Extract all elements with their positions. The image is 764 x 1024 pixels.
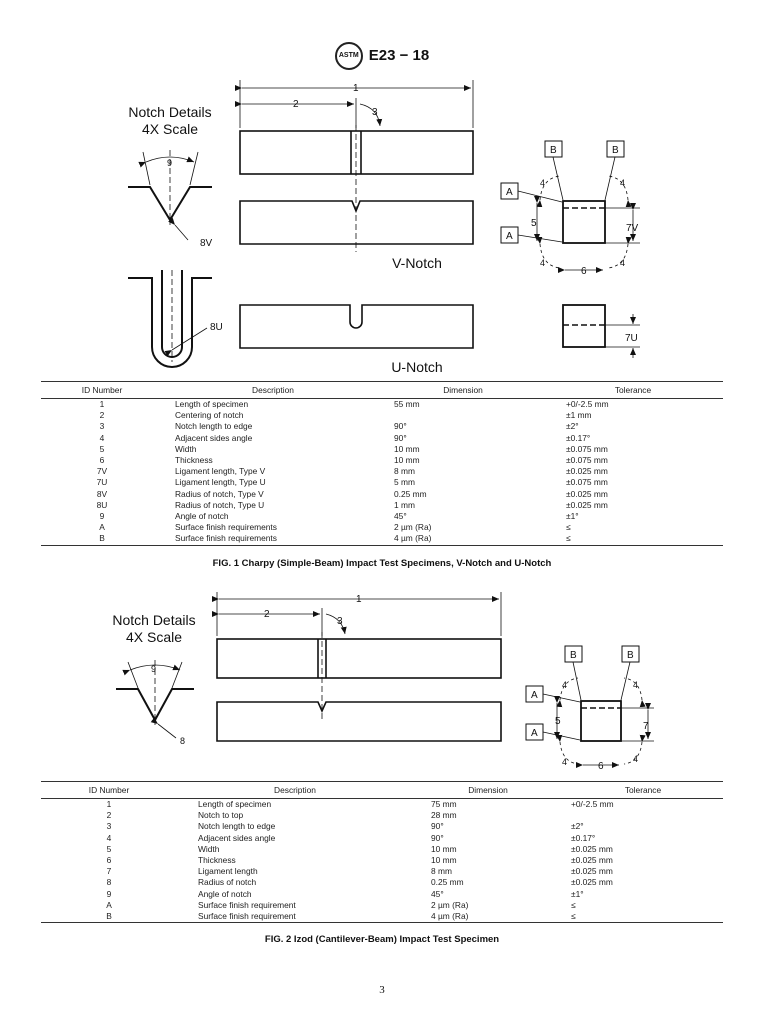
- cell-id: 3: [106, 821, 112, 832]
- designation: E23 − 18: [368, 46, 430, 64]
- cell-tolerance: ≤: [571, 899, 576, 910]
- cell-tolerance: ±0.17°: [571, 832, 596, 843]
- cell-description: Thickness: [198, 855, 236, 866]
- fig1-caption: FIG. 1 Charpy (Simple-Beam) Impact Test Specimens, V-Notch and U-Notch: [212, 558, 552, 569]
- cell-tolerance: ±0.025 mm: [566, 499, 608, 510]
- cell-tolerance: ±1°: [571, 888, 584, 899]
- cell-dimension: 0.25 mm: [394, 488, 427, 499]
- cell-id: 9: [106, 888, 112, 899]
- fig2-table: [41, 781, 723, 923]
- cell-dimension: 90°: [431, 832, 444, 843]
- cell-dimension: 4 µm (Ra): [413, 911, 563, 923]
- cell-tolerance: ±0.075 mm: [566, 477, 608, 488]
- fig1-specimen-v-notch: [240, 201, 473, 244]
- cell-id: 5: [106, 843, 112, 854]
- cell-description: Length of specimen: [175, 399, 249, 409]
- cell-id: 9: [99, 511, 105, 522]
- fig1-label-2: 2: [293, 99, 299, 110]
- page-number: 3: [379, 984, 385, 996]
- fig1-table: [41, 381, 723, 546]
- cell-description: Notch length to edge: [198, 821, 276, 832]
- fig2-label-6: 6: [598, 761, 604, 772]
- fig2-label-1: 1: [356, 594, 362, 605]
- table-row: [41, 433, 723, 444]
- fig2-label-7: 7: [643, 721, 649, 732]
- fig1-table-header: [41, 382, 723, 399]
- fig2-label-5: 5: [555, 716, 561, 727]
- fig1-drawing: [0, 70, 764, 380]
- fig1-label-4b: 4: [620, 178, 626, 188]
- cell-dimension: 75 mm: [431, 799, 457, 809]
- cell-dimension: 2 µm (Ra): [431, 899, 469, 910]
- fig1-label-6: 6: [581, 266, 587, 277]
- fig1-label-3: 3: [372, 107, 378, 118]
- col-description: Description: [163, 382, 383, 399]
- table-row: [41, 889, 723, 900]
- cell-id: 4: [99, 432, 105, 443]
- cell-id: 8U: [96, 499, 108, 510]
- cell-tolerance: [563, 810, 723, 821]
- cell-dimension: 8 mm: [431, 866, 452, 877]
- fig2-label-8: 8: [180, 736, 186, 746]
- cell-dimension: 45°: [431, 888, 444, 899]
- cell-description: Notch to top: [198, 810, 244, 821]
- cell-dimension: 8 mm: [394, 466, 415, 477]
- cell-tolerance: ±0.075 mm: [566, 455, 608, 466]
- col-tolerance: Tolerance: [563, 782, 723, 799]
- cell-id: B: [41, 533, 163, 545]
- table-row: [41, 866, 723, 877]
- fig1-label-4c: 4: [540, 258, 546, 268]
- cell-description: Adjacent sides angle: [175, 432, 253, 443]
- table-row: [41, 810, 723, 821]
- cell-dimension: [383, 410, 543, 421]
- cell-tolerance: ±0.025 mm: [566, 466, 608, 477]
- cell-tolerance: ≤: [543, 533, 723, 545]
- cell-tolerance: ±2°: [566, 421, 579, 432]
- cell-id: 3: [99, 421, 105, 432]
- fig2-specimen-top-view: [217, 639, 501, 678]
- table-row: [41, 477, 723, 488]
- table-row: [41, 455, 723, 466]
- fig1-specimen-top-view: [240, 131, 473, 174]
- cell-tolerance: +0/-2.5 mm: [566, 399, 609, 409]
- fig1-label-a2: A: [506, 231, 513, 242]
- fig2-label-4d: 4: [633, 754, 639, 764]
- table-row: [41, 833, 723, 844]
- cell-description: Angle of notch: [175, 511, 229, 522]
- fig1-label-4d: 4: [620, 258, 626, 268]
- cell-description: Radius of notch, Type U: [175, 499, 265, 510]
- cell-dimension: 1 mm: [394, 499, 415, 510]
- cell-id: 7: [106, 866, 112, 877]
- fig1-specimen-u-notch: [240, 305, 473, 348]
- cell-tolerance: ≤: [563, 911, 723, 923]
- fig2-drawing: [0, 588, 764, 780]
- cell-dimension: 5 mm: [394, 477, 415, 488]
- cell-tolerance: ≤: [566, 522, 571, 533]
- cell-dimension: 45°: [394, 511, 407, 522]
- fig1-label-8u: 8U: [210, 322, 223, 333]
- cell-tolerance: ±0.17°: [566, 432, 591, 443]
- cell-description: Surface finish requirement: [198, 899, 296, 910]
- document-header: [0, 42, 764, 70]
- cell-description: Width: [175, 443, 197, 454]
- fig1-u-notch-label: U-Notch: [391, 359, 443, 375]
- fig2-label-b2: B: [627, 650, 634, 661]
- cell-description: Adjacent sides angle: [198, 832, 276, 843]
- fig2-caption: FIG. 2 Izod (Cantilever-Beam) Impact Test Specimen: [264, 934, 500, 945]
- cell-dimension: 4 µm (Ra): [383, 533, 543, 545]
- cell-dimension: 10 mm: [431, 843, 457, 854]
- cell-id: 8V: [96, 488, 108, 499]
- cell-description: Ligament length: [198, 866, 258, 877]
- cell-id: B: [41, 911, 177, 923]
- cell-id: 1: [106, 799, 112, 809]
- fig2-table-header: [41, 782, 723, 799]
- fig2-specimen-side-view: [217, 702, 501, 741]
- cell-dimension: 10 mm: [394, 443, 420, 454]
- table-row: [41, 466, 723, 477]
- cell-tolerance: ±0.075 mm: [566, 443, 608, 454]
- cell-dimension: 28 mm: [431, 810, 457, 821]
- table-row: [41, 877, 723, 888]
- fig1-label-9: 9: [167, 158, 173, 168]
- fig2-label-a2: A: [531, 728, 538, 739]
- cell-dimension: 90°: [394, 421, 407, 432]
- col-dimension: Dimension: [383, 382, 543, 399]
- cell-tolerance: ±0.025 mm: [566, 488, 608, 499]
- cell-description: Length of specimen: [198, 799, 272, 809]
- cell-dimension: 10 mm: [394, 455, 420, 466]
- fig1-label-b2: B: [612, 145, 619, 156]
- cell-description: Thickness: [175, 455, 213, 466]
- cell-id: 2: [99, 410, 105, 421]
- fig2-notch-title: Notch Details: [112, 612, 196, 628]
- table-row: [41, 911, 723, 923]
- cell-description: Centering of notch: [175, 410, 244, 421]
- cell-id: 4: [106, 832, 112, 843]
- cell-description: Ligament length, Type U: [175, 477, 266, 488]
- table-row: [41, 489, 723, 500]
- fig1-cross-section-u: [563, 305, 605, 347]
- cell-id: 8: [106, 877, 112, 888]
- fig1-label-8v: 8V: [200, 238, 213, 249]
- cell-dimension: 90°: [431, 821, 444, 832]
- table-row: [41, 821, 723, 832]
- cell-id: 7V: [96, 466, 108, 477]
- cell-dimension: 90°: [394, 432, 407, 443]
- cell-tolerance: ±1 mm: [566, 410, 592, 421]
- fig2-label-4a: 4: [562, 680, 568, 690]
- fig1-label-5: 5: [531, 218, 537, 229]
- cell-description: Radius of notch: [198, 877, 257, 888]
- cell-description: Angle of notch: [198, 888, 252, 899]
- fig2-label-4c: 4: [562, 757, 568, 767]
- cell-tolerance: ±0.025 mm: [571, 855, 613, 866]
- fig1-label-b1: B: [550, 145, 557, 156]
- astm-logo: ASTM: [335, 42, 363, 70]
- cell-dimension: 0.25 mm: [431, 877, 464, 888]
- cell-tolerance: ±0.025 mm: [571, 877, 613, 888]
- fig1-v-notch-label: V-Notch: [392, 255, 442, 271]
- cell-id: 7U: [96, 477, 108, 488]
- cell-description: Width: [198, 843, 220, 854]
- fig1-label-1: 1: [353, 83, 359, 94]
- cell-description: Ligament length, Type V: [175, 466, 266, 477]
- cell-dimension: 10 mm: [431, 855, 457, 866]
- fig2-label-a1: A: [531, 690, 538, 701]
- cell-tolerance: +0/-2.5 mm: [571, 799, 614, 809]
- cell-id: A: [99, 522, 105, 533]
- table-row: [41, 421, 723, 432]
- table-row: [41, 799, 723, 811]
- table-row: [41, 399, 723, 411]
- cell-description: Surface finish requirements: [175, 522, 277, 533]
- cell-description: Surface finish requirements: [163, 533, 383, 545]
- fig2-notch-scale: 4X Scale: [125, 629, 183, 645]
- table-row: [41, 855, 723, 866]
- cell-id: 6: [106, 855, 112, 866]
- fig2-label-9: 9: [151, 664, 157, 674]
- cell-dimension: 2 µm (Ra): [394, 522, 432, 533]
- col-tolerance: Tolerance: [543, 382, 723, 399]
- table-row: [41, 444, 723, 455]
- fig2-label-4b: 4: [633, 680, 639, 690]
- fig1-label-a1: A: [506, 187, 513, 198]
- fig1-label-7v: 7V: [626, 223, 639, 234]
- cell-id: 6: [99, 455, 105, 466]
- fig2-label-2: 2: [264, 609, 270, 620]
- col-id-number: ID Number: [41, 782, 177, 799]
- cell-description: Surface finish requirement: [177, 911, 413, 923]
- cell-description: Notch length to edge: [175, 421, 253, 432]
- col-dimension: Dimension: [413, 782, 563, 799]
- cell-tolerance: ±2°: [571, 821, 584, 832]
- fig1-u-notch-detail: [128, 270, 212, 367]
- table-row: [41, 511, 723, 522]
- fig1-notch-title: Notch Details: [128, 104, 212, 120]
- cell-tolerance: ±1°: [566, 511, 579, 522]
- table-row: [41, 533, 723, 545]
- fig1-label-7u: 7U: [625, 333, 638, 344]
- cell-id: A: [106, 899, 112, 910]
- fig2-cross-section: [581, 701, 621, 741]
- cell-id: 2: [106, 810, 112, 821]
- fig2-label-b1: B: [570, 650, 577, 661]
- table-row: [41, 522, 723, 533]
- cell-id: 5: [99, 443, 105, 454]
- cell-dimension: 55 mm: [394, 399, 420, 409]
- fig1-label-4a: 4: [540, 178, 546, 188]
- table-row: [41, 844, 723, 855]
- table-row: [41, 500, 723, 511]
- table-row: [41, 900, 723, 911]
- cell-description: Radius of notch, Type V: [175, 488, 264, 499]
- cell-tolerance: ±0.025 mm: [571, 843, 613, 854]
- fig2-label-3: 3: [337, 616, 343, 627]
- fig1-notch-scale: 4X Scale: [141, 121, 199, 137]
- table-row: [41, 410, 723, 421]
- cell-id: 1: [99, 399, 105, 409]
- cell-tolerance: ±0.025 mm: [571, 866, 613, 877]
- col-description: Description: [177, 782, 413, 799]
- col-id-number: ID Number: [41, 382, 163, 399]
